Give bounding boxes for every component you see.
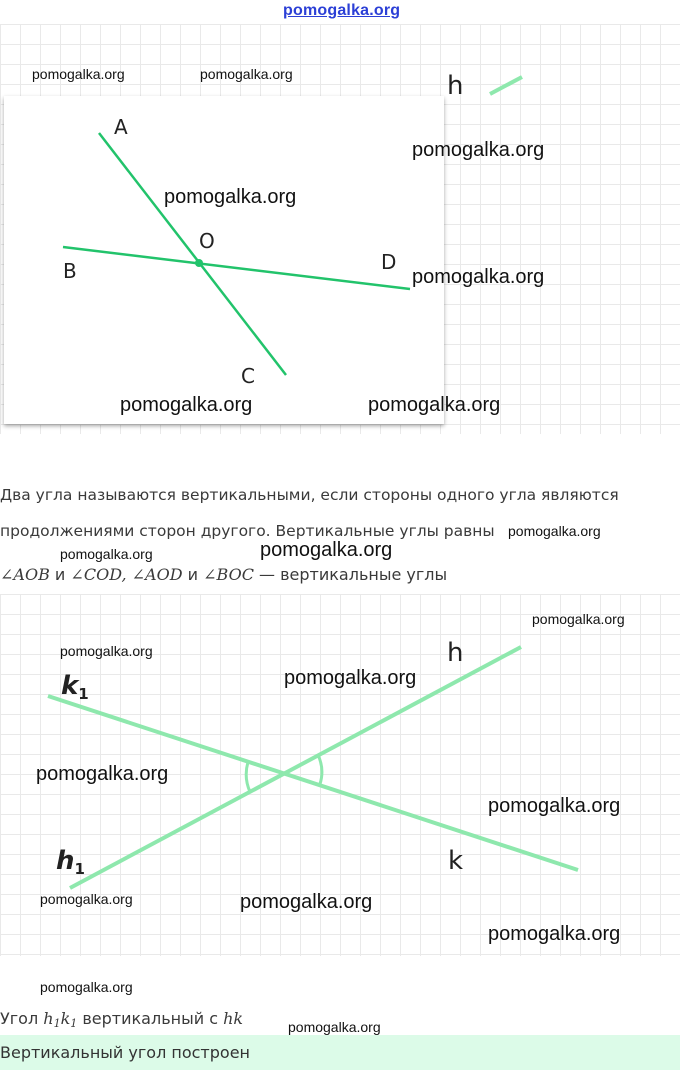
angle-h1k1: h1k1 <box>43 1009 78 1030</box>
watermark: pomogalka.org <box>120 394 253 416</box>
diagram1-svg <box>4 96 444 424</box>
watermark: pomogalka.org <box>368 394 501 416</box>
label-k: k <box>448 846 464 876</box>
label-h1: h1 <box>56 846 85 878</box>
watermark: pomogalka.org <box>412 139 545 161</box>
answer-middle: вертикальный с <box>77 1009 224 1028</box>
watermark: pomogalka.org <box>260 539 393 561</box>
example-suffix: — вертикальные углы <box>253 565 448 584</box>
label-B: B <box>63 259 77 283</box>
angle-arc-right <box>318 755 322 784</box>
label-O: O <box>199 229 215 253</box>
conj-and: и <box>182 565 204 584</box>
angle-AOD: ∠AOD <box>131 565 183 584</box>
answer-prefix: Угол <box>0 1009 44 1028</box>
label-k1: k1 <box>61 671 89 703</box>
watermark: pomogalka.org <box>200 66 293 82</box>
comma: , <box>121 565 132 584</box>
watermark: pomogalka.org <box>32 66 125 82</box>
watermark: pomogalka.org <box>40 979 133 995</box>
watermark: pomogalka.org <box>40 891 133 907</box>
watermark: pomogalka.org <box>284 667 417 689</box>
angle-COD: ∠COD <box>70 565 122 584</box>
corner-label-h: h <box>447 71 464 101</box>
watermark: pomogalka.org <box>532 611 625 627</box>
watermark: pomogalka.org <box>488 923 621 945</box>
watermark: pomogalka.org <box>412 266 545 288</box>
conj-and: и <box>49 565 71 584</box>
watermark: pomogalka.org <box>508 523 601 539</box>
point-O <box>195 259 203 267</box>
label-D: D <box>381 250 397 274</box>
label-C: C <box>241 364 255 388</box>
angle-hk: hk <box>223 1009 244 1028</box>
watermark: pomogalka.org <box>488 795 621 817</box>
watermark: pomogalka.org <box>60 643 153 659</box>
angle-arc-left <box>246 762 250 792</box>
diagram1-card <box>4 96 444 424</box>
line-BD <box>63 247 410 289</box>
answer-line <box>0 1009 243 1030</box>
label-A: A <box>114 115 128 139</box>
watermark: pomogalka.org <box>240 891 373 913</box>
watermark-top: pomogalka.org <box>283 2 401 19</box>
watermark: pomogalka.org <box>164 186 297 208</box>
ray-fragment <box>490 77 522 94</box>
watermark: pomogalka.org <box>288 1019 381 1035</box>
watermark: pomogalka.org <box>36 763 169 785</box>
definition-example <box>0 565 447 584</box>
label-h: h <box>447 638 464 668</box>
status-banner: Вертикальный угол построен <box>0 1035 680 1070</box>
definition-line-2: продолжениями сторон другого. Вертикальные углы равны <box>0 522 495 540</box>
watermark: pomogalka.org <box>60 546 153 562</box>
angle-BOC: ∠BOC <box>203 565 254 584</box>
angle-AOB: ∠AOB <box>0 565 50 584</box>
definition-line-1: Два угла называются вертикальными, если стороны одного угла являются <box>0 486 619 504</box>
